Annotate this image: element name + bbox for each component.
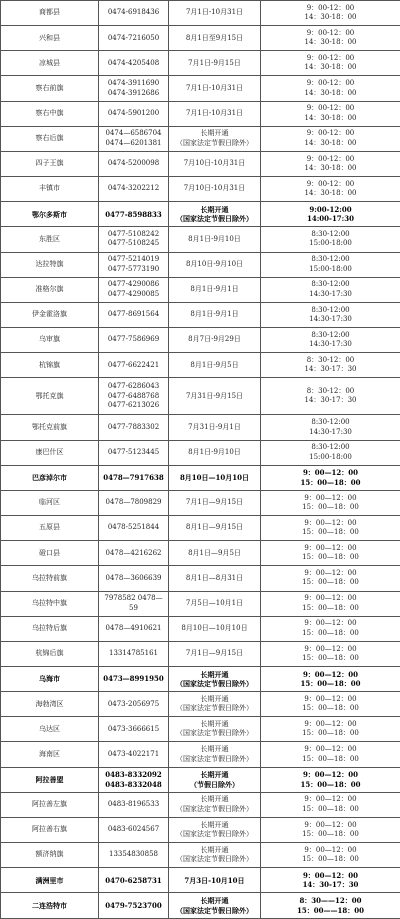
open-period-cell: 长期开通 （国家法定节假日除外） [169, 126, 261, 151]
open-period-cell: 7月31日-9月15日 [169, 378, 261, 415]
open-period-cell: 长期开通 （国家法定节假日除外） [169, 692, 261, 717]
phone-cell: 0477-7586969 [99, 328, 169, 353]
office-hours-cell: 9：00-12：00 14：30-18：00 [261, 151, 400, 176]
office-hours-cell: 9：00-12：00 14：30-18：00 [261, 51, 400, 76]
table-row [1, 717, 400, 742]
region-name-cell: 丰镇市 [1, 177, 99, 202]
open-period-cell: 长期开通 （国家法定节假日除外） [169, 893, 261, 919]
open-period-cell: 7月10日-10月31日 [169, 151, 261, 176]
office-hours-cell: 9：00—12：00 15：00—18：00 [261, 641, 400, 666]
phone-cell: 0473—8991950 [99, 667, 169, 692]
phone-cell: 0477-7883302 [99, 415, 169, 440]
office-hours-cell: 9：00—12：00 14：30-17：30 [261, 868, 400, 893]
office-hours-cell: 9：00-12：00 14：30-18：00 [261, 177, 400, 202]
phone-cell: 0477-4290086 0477-4290085 [99, 277, 169, 302]
phone-cell: 0479-7523700 [99, 893, 169, 919]
region-name-cell: 临河区 [1, 490, 99, 515]
table-row [1, 101, 400, 126]
phone-cell: 0474-4205408 [99, 51, 169, 76]
table-row [1, 667, 400, 692]
table-row [1, 1, 400, 26]
open-period-cell: 8月1日-9月1日 [169, 277, 261, 302]
phone-cell: 0477-6286043 0477-6488768 0477-6213026 [99, 378, 169, 415]
office-hours-cell: 9：00-12：00 14：30-18：00 [261, 126, 400, 151]
open-period-cell: 7月31日-9月1日 [169, 415, 261, 440]
table-row [1, 692, 400, 717]
region-name-cell: 商都县 [1, 1, 99, 26]
region-name-cell: 乌拉特前旗 [1, 566, 99, 591]
region-name-cell: 乌海市 [1, 667, 99, 692]
open-period-cell: 8月10日—10月10日 [169, 616, 261, 641]
table-row [1, 817, 400, 842]
phone-cell: 0470-6258731 [99, 868, 169, 893]
office-hours-cell: 8:30-12:00 15:00-18:00 [261, 227, 400, 252]
table-row [1, 641, 400, 666]
open-period-cell: 长期开通 （国家法定节假日除外） [169, 667, 261, 692]
region-name-cell: 满洲里市 [1, 868, 99, 893]
region-name-cell: 阿拉善盟 [1, 767, 99, 792]
phone-cell: 0483-8332092 0483-8332048 [99, 767, 169, 792]
region-name-cell: 察右前旗 [1, 76, 99, 101]
office-hours-cell: 8:30-12:00 14:30-17:30 [261, 415, 400, 440]
phone-cell: 0477-8598833 [99, 202, 169, 227]
open-period-cell: 长期开通 （国家法定节假日除外） [169, 843, 261, 868]
region-name-cell: 东胜区 [1, 227, 99, 252]
open-period-cell: 8月10日-9月10日 [169, 252, 261, 277]
office-hours-cell: 9：00-12：00 14：30-18：00 [261, 1, 400, 26]
region-name-cell: 伊金霍洛旗 [1, 302, 99, 327]
table-row [1, 227, 400, 252]
phone-cell: 13314785161 [99, 641, 169, 666]
phone-cell: 0473-3666615 [99, 717, 169, 742]
region-name-cell: 阿拉善右旗 [1, 817, 99, 842]
office-hours-cell: 8:30-12:00 14:30-17:30 [261, 328, 400, 353]
region-name-cell: 海南区 [1, 742, 99, 767]
office-hours-cell: 8:30-12:00 14:30-17:30 [261, 302, 400, 327]
open-period-cell: 8月10日—10月10日 [169, 465, 261, 490]
phone-cell: 0474-6918436 [99, 1, 169, 26]
table-row [1, 616, 400, 641]
phone-cell: 0478—3606639 [99, 566, 169, 591]
region-name-cell: 乌审旗 [1, 328, 99, 353]
region-name-cell: 阿拉善左旗 [1, 792, 99, 817]
phone-cell: 0478—7917638 [99, 465, 169, 490]
region-name-cell: 鄂尔多斯市 [1, 202, 99, 227]
phone-cell: 7978582 0478—59 [99, 591, 169, 616]
phone-cell: 0473-2056975 [99, 692, 169, 717]
table-row [1, 843, 400, 868]
office-hours-cell: 9：00—12：00 15：00—18：00 [261, 717, 400, 742]
table-row [1, 126, 400, 151]
region-name-cell: 乌达区 [1, 717, 99, 742]
phone-cell: 0474-3911690 0474-3912686 [99, 76, 169, 101]
region-name-cell: 巴彦淖尔市 [1, 465, 99, 490]
open-period-cell: 7月1日—9月15日 [169, 641, 261, 666]
open-period-cell: 7月3日-10月10日 [169, 868, 261, 893]
table-row [1, 541, 400, 566]
region-name-cell: 二连浩特市 [1, 893, 99, 919]
phone-cell: 0478-5251844 [99, 516, 169, 541]
phone-cell: 0478—7809829 [99, 490, 169, 515]
phone-cell: 13354830858 [99, 843, 169, 868]
table-body [1, 1, 400, 919]
open-period-cell: 8月1日-9月5日 [169, 353, 261, 378]
open-period-cell: 8月1日至9月15日 [169, 26, 261, 51]
open-period-cell: 7月10日-10月31日 [169, 177, 261, 202]
office-hours-cell: 8:30-12:00 15:00-18:00 [261, 440, 400, 465]
phone-cell: 0474—6586704 0474—6201381 [99, 126, 169, 151]
office-hours-cell: 8：30——12：00 15：00——18：00 [261, 893, 400, 919]
phone-cell: 0474-5200098 [99, 151, 169, 176]
open-period-cell: 7月1日—9月15日 [169, 490, 261, 515]
region-name-cell: 磴口县 [1, 541, 99, 566]
table-row [1, 490, 400, 515]
open-period-cell: 长期开通 （国家法定节假日除外） [169, 717, 261, 742]
phone-cell: 0474-7216050 [99, 26, 169, 51]
office-hours-cell: 9：00—12：00 15：00—18：00 [261, 692, 400, 717]
open-period-cell: 8月7日-9月29日 [169, 328, 261, 353]
open-period-cell: 长期开通 （国家法定节假日除外） [169, 792, 261, 817]
office-hours-cell: 9：00—12：00 15：00—18：00 [261, 516, 400, 541]
table-row [1, 277, 400, 302]
phone-cell: 0477-5123445 [99, 440, 169, 465]
office-hours-cell: 8:30-12:00 15:00-18:00 [261, 252, 400, 277]
table-row [1, 415, 400, 440]
office-hours-cell: 9：00—12：00 15：00—18：00 [261, 767, 400, 792]
office-hours-cell: 9：00—12：00 15：00—18：00 [261, 843, 400, 868]
table-row [1, 516, 400, 541]
open-period-cell: 7月1日-9月15日 [169, 51, 261, 76]
phone-cell: 0478—4910621 [99, 616, 169, 641]
open-period-cell: 长期开通 （节假日除外） [169, 767, 261, 792]
open-period-cell: 8月1日-9月10日 [169, 440, 261, 465]
table-row [1, 868, 400, 893]
region-name-cell: 达拉特旗 [1, 252, 99, 277]
region-name-cell: 杭锦后旗 [1, 641, 99, 666]
table-row [1, 202, 400, 227]
region-name-cell: 凉城县 [1, 51, 99, 76]
table-row [1, 591, 400, 616]
table-row [1, 742, 400, 767]
table-row [1, 440, 400, 465]
table-row [1, 566, 400, 591]
table-row [1, 353, 400, 378]
office-hours-cell: 9：00-12：00 14：30-18：00 [261, 76, 400, 101]
phone-cell: 0473-4022171 [99, 742, 169, 767]
phone-cell: 0477-8691564 [99, 302, 169, 327]
open-period-cell: 长期开通 （国家法定节假日除外） [169, 742, 261, 767]
region-name-cell: 察右后旗 [1, 126, 99, 151]
open-period-cell: 8月1日-9月1日 [169, 302, 261, 327]
office-hours-cell: 9：00—12：00 15：00—18：00 [261, 465, 400, 490]
table-row [1, 177, 400, 202]
office-hours-cell: 8:30-12:00 14:30-17:30 [261, 277, 400, 302]
region-name-cell: 察右中旗 [1, 101, 99, 126]
office-hours-cell: 9：00—12：00 15：00—18：00 [261, 817, 400, 842]
table-row [1, 302, 400, 327]
open-period-cell: 7月5日—10月1日 [169, 591, 261, 616]
table-row [1, 465, 400, 490]
region-name-cell: 乌拉特中旗 [1, 591, 99, 616]
region-name-cell: 五原县 [1, 516, 99, 541]
phone-cell: 0483-6024567 [99, 817, 169, 842]
open-period-cell: 7月1日-10月31日 [169, 101, 261, 126]
region-name-cell: 乌拉特后旗 [1, 616, 99, 641]
phone-cell: 0474-3202212 [99, 177, 169, 202]
office-hours-cell: 9：00—12：00 15：00—18：00 [261, 742, 400, 767]
phone-cell: 0477-6622421 [99, 353, 169, 378]
table-row [1, 26, 400, 51]
open-period-cell: 8月1日—9月5日 [169, 541, 261, 566]
region-name-cell: 四子王旗 [1, 151, 99, 176]
open-period-cell: 7月1日-10月31日 [169, 76, 261, 101]
office-hours-cell: 8：30-12：00 14：30-17：30 [261, 353, 400, 378]
office-hours-cell: 9：00—12：00 15：00—18：00 [261, 591, 400, 616]
open-period-cell: 长期开通 （国家法定节假日除外） [169, 817, 261, 842]
open-period-cell: 8月1日—8月31日 [169, 566, 261, 591]
table-row [1, 378, 400, 415]
table-row [1, 252, 400, 277]
open-period-cell: 8月1日—9月15日 [169, 516, 261, 541]
office-hours-cell: 9：00—12：00 15：00—18：00 [261, 490, 400, 515]
office-hours-cell: 9：00—12：00 15：00—18：00 [261, 541, 400, 566]
open-period-cell: 长期开通 （国家法定节假日除外） [169, 202, 261, 227]
table-row [1, 151, 400, 176]
table-row [1, 51, 400, 76]
phone-cell: 0478—4216262 [99, 541, 169, 566]
region-name-cell: 康巴什区 [1, 440, 99, 465]
office-hours-cell: 9：00-12：00 14：30-18：00 [261, 26, 400, 51]
region-name-cell: 杭锦旗 [1, 353, 99, 378]
table-row [1, 76, 400, 101]
table-row [1, 328, 400, 353]
table-row [1, 792, 400, 817]
region-name-cell: 额济纳旗 [1, 843, 99, 868]
office-hours-cell: 9:00-12:00 14:00-17:30 [261, 202, 400, 227]
phone-cell: 0474-5901200 [99, 101, 169, 126]
region-name-cell: 准格尔旗 [1, 277, 99, 302]
region-name-cell: 鄂托克旗 [1, 378, 99, 415]
open-period-cell: 8月1日-9月10日 [169, 227, 261, 252]
office-hours-cell: 9：00—12：00 15：00—18：00 [261, 616, 400, 641]
region-name-cell: 兴和县 [1, 26, 99, 51]
region-name-cell: 鄂托克前旗 [1, 415, 99, 440]
phone-cell: 0477-5214019 0477-5773190 [99, 252, 169, 277]
office-hours-cell: 9：00—12：00 15：00—18：00 [261, 667, 400, 692]
office-hours-cell: 9：00-12：00 14：30-18：00 [261, 101, 400, 126]
office-hours-cell: 9：00—12：00 15：00—18：00 [261, 792, 400, 817]
office-hours-cell: 8：30-12：00 14：30-17：30 [261, 378, 400, 415]
phone-cell: 0483-8196533 [99, 792, 169, 817]
table-row [1, 767, 400, 792]
table-row [1, 893, 400, 919]
office-hours-cell: 9：00—12：00 15：00—18：00 [261, 566, 400, 591]
region-name-cell: 海勃湾区 [1, 692, 99, 717]
open-period-cell: 7月1日-10月31日 [169, 1, 261, 26]
phone-cell: 0477-5108242 0477-5108245 [99, 227, 169, 252]
